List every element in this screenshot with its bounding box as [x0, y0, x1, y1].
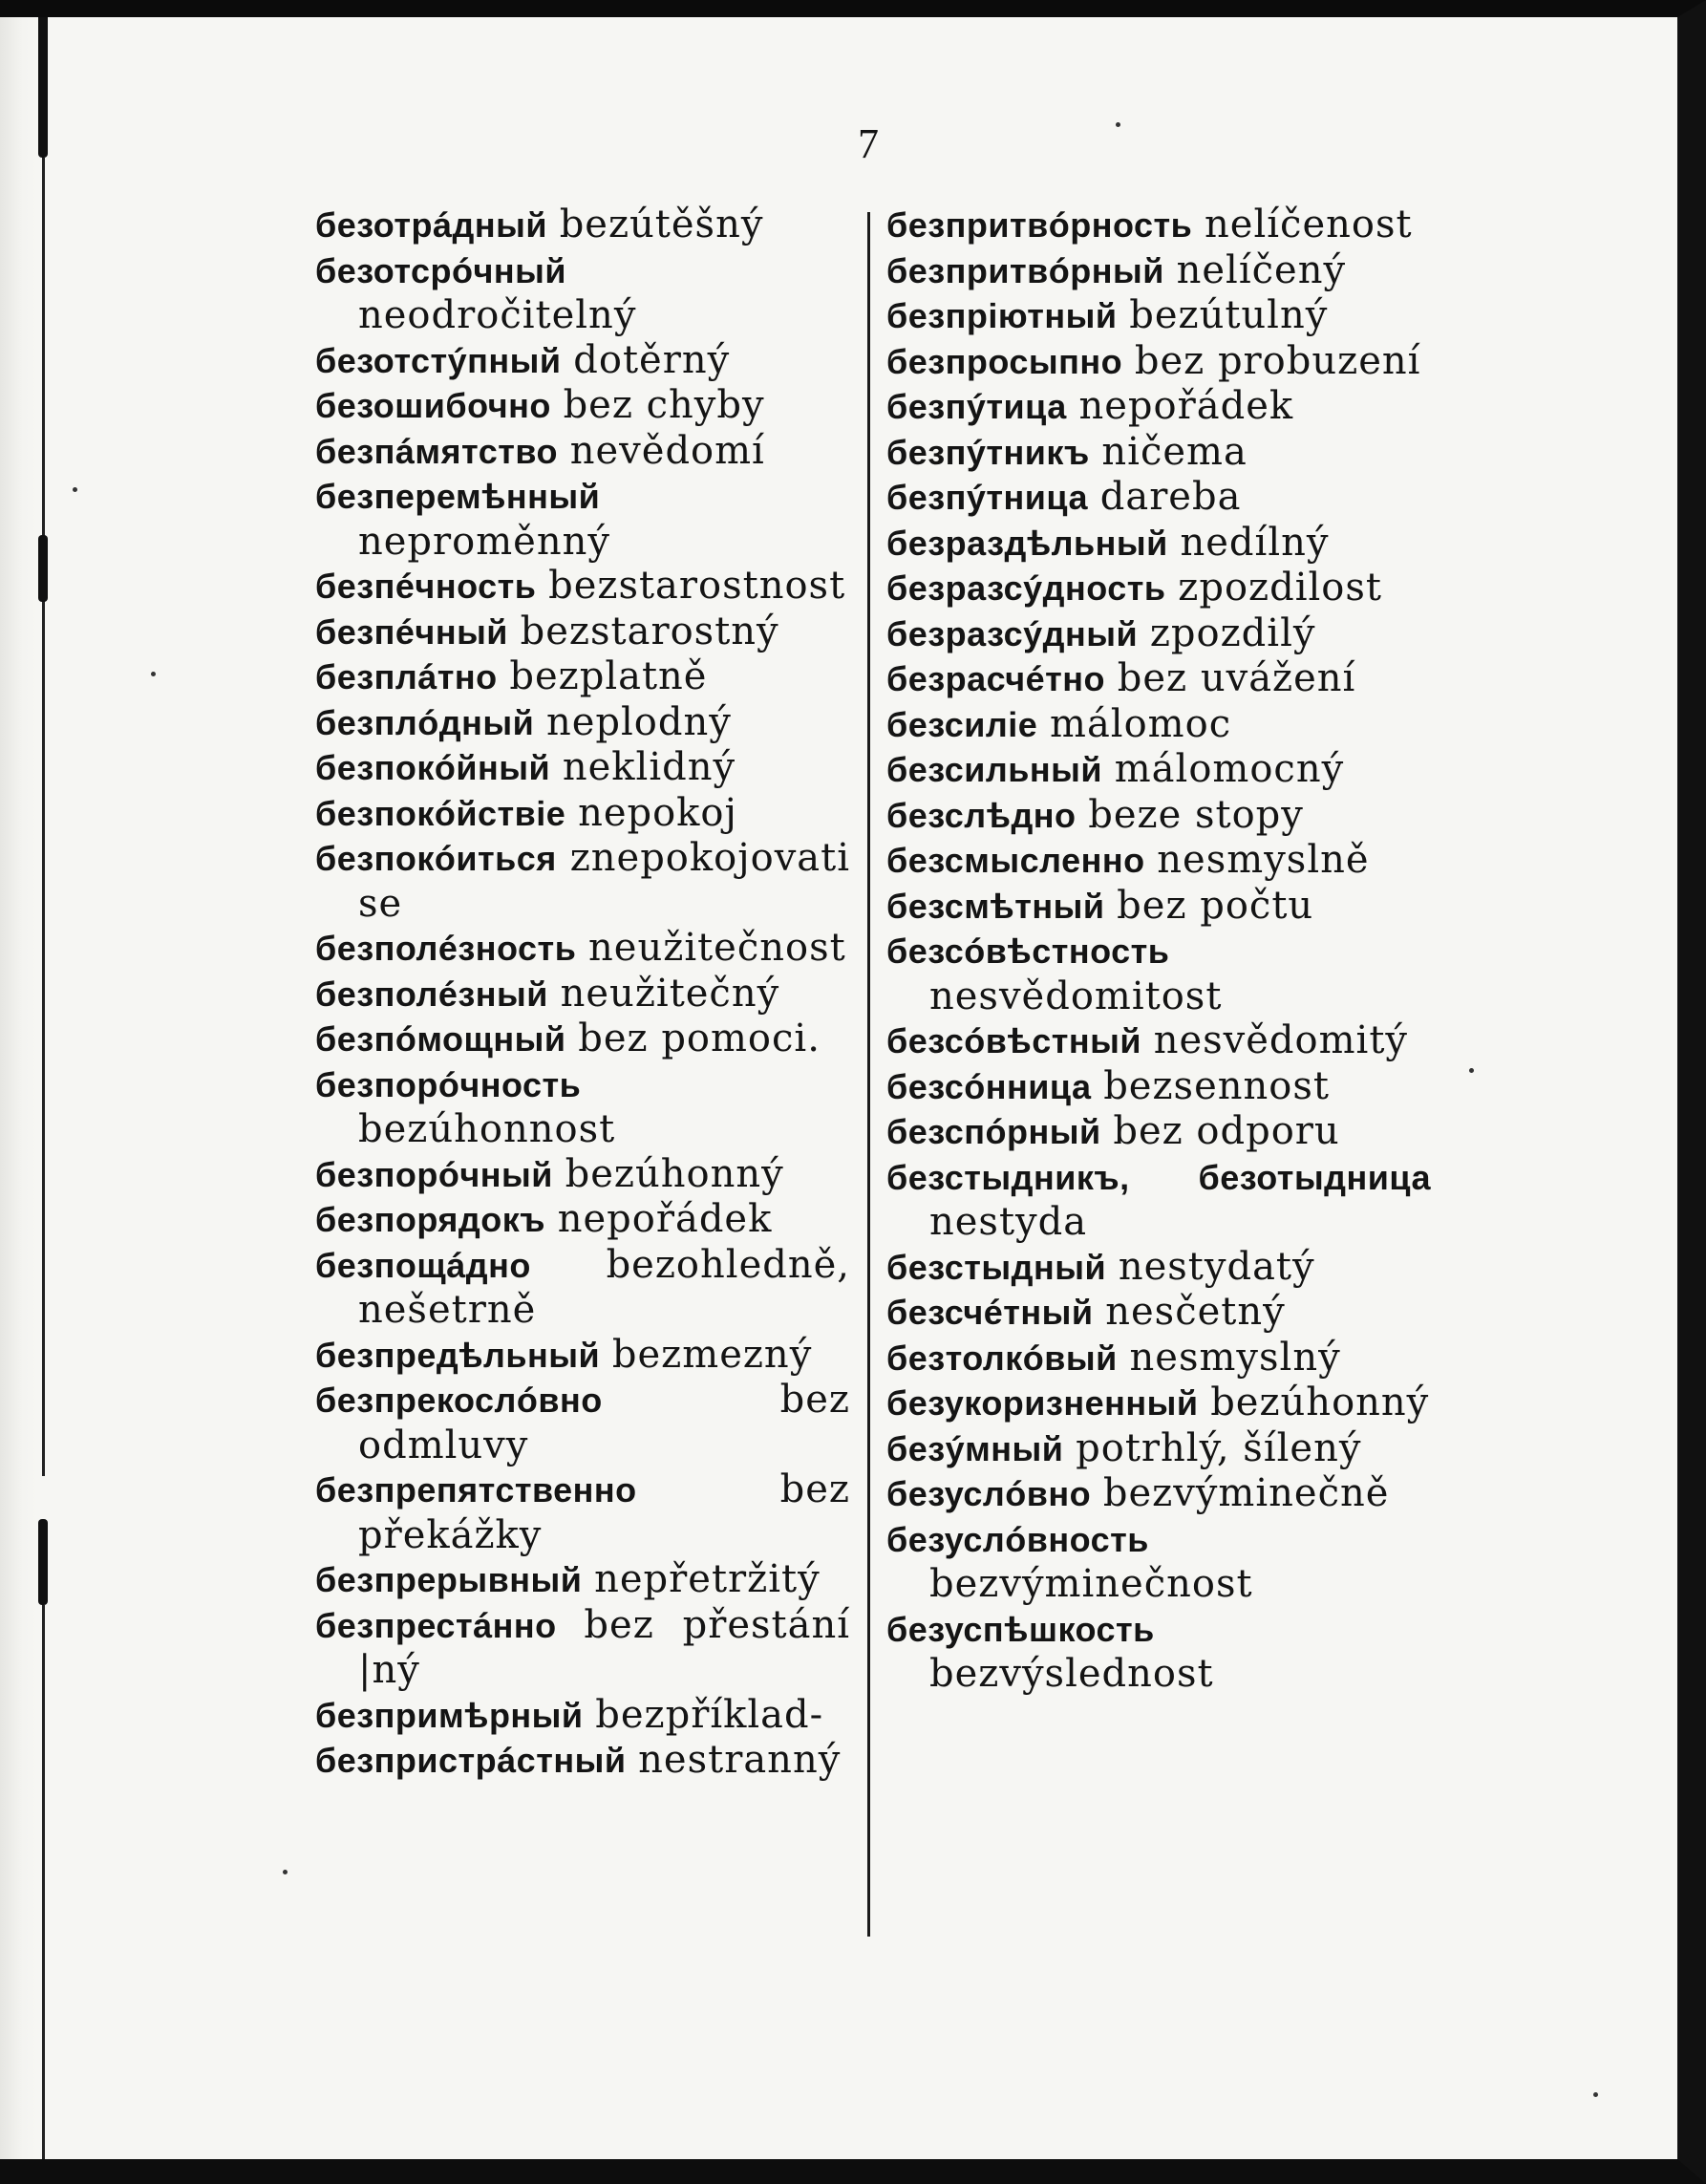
headword: безразсýдный: [886, 613, 1139, 653]
translation: málomocný: [1114, 747, 1345, 791]
dictionary-entry: [886, 1018, 1431, 1064]
headword: безпритвóрность: [886, 205, 1193, 245]
dictionary-entry: [315, 1378, 850, 1467]
headword: безотсрóчный: [315, 250, 567, 290]
translation: bezúhonnost: [358, 1107, 616, 1151]
dictionary-entry: [315, 203, 850, 248]
dictionary-entry: [315, 1693, 850, 1739]
headword: безперемѣнный: [315, 477, 601, 516]
translation: bezúhonný: [1210, 1381, 1430, 1424]
dictionary-entry: [886, 1381, 1431, 1426]
dictionary-entry: [315, 1152, 850, 1198]
translation: bez překážky: [358, 1467, 850, 1557]
dictionary-entry: [315, 1467, 850, 1557]
right-column: [886, 203, 1431, 1697]
headword: безпéчный: [315, 611, 508, 652]
translation: bez přestání |ný: [358, 1602, 850, 1692]
dictionary-entry: [315, 610, 850, 655]
translation: nepořádek: [1078, 384, 1294, 428]
translation: bezstarostnost: [548, 564, 846, 608]
translation: nestydatý: [1118, 1244, 1315, 1289]
dictionary-entry: [315, 1017, 850, 1062]
headword: безсóвѣстность: [886, 931, 1170, 971]
speck: [1469, 1068, 1474, 1073]
headword: безпріютный: [886, 296, 1118, 335]
headword: безпрепятственно: [315, 1470, 637, 1510]
translation: nesvědomitost: [929, 974, 1223, 1018]
dictionary-entry: [886, 248, 1431, 294]
headword: безошибочно: [315, 386, 551, 425]
headword: безпорóчность: [315, 1064, 582, 1104]
translation: bezvýminečně: [1102, 1471, 1390, 1515]
translation: bez odmluvy: [358, 1378, 850, 1467]
headword: безотстýпный: [315, 340, 562, 380]
headword: безстыдникъ, безотыдница: [886, 1157, 1431, 1197]
headword: безуспѣшкость: [886, 1609, 1155, 1649]
translation: zpozdilý: [1149, 610, 1316, 655]
headword: безплáтно: [315, 657, 498, 696]
translation: bezmezný: [611, 1332, 813, 1377]
headword: безпокóйствіе: [315, 793, 566, 833]
binding-line: [42, 158, 45, 1476]
dictionary-entry: [886, 884, 1431, 930]
translation: dotěrný: [573, 337, 731, 382]
headword: безпорядокъ: [315, 1200, 546, 1239]
headword: безпокóиться: [315, 839, 557, 878]
dictionary-entry: [315, 383, 850, 429]
translation: znepokojovati se: [358, 836, 850, 926]
dictionary-entry: [315, 791, 850, 837]
translation: bez chyby: [563, 383, 765, 427]
dictionary-entry: [886, 1290, 1431, 1336]
dictionary-entry: [886, 929, 1431, 1018]
dictionary-entry: [886, 793, 1431, 839]
translation: nestyda: [929, 1200, 1088, 1244]
dictionary-entry: [315, 338, 850, 384]
headword: безраздѣльный: [886, 523, 1168, 563]
translation: neklidný: [562, 745, 736, 789]
headword: безрасчéтно: [886, 659, 1106, 698]
dictionary-entry: [315, 700, 850, 746]
dictionary-entry: [886, 1155, 1431, 1245]
headword: безуслóвность: [886, 1519, 1149, 1559]
translation: nesmyslný: [1129, 1335, 1341, 1380]
dictionary-entry: [315, 1557, 850, 1603]
dictionary-entry: [315, 564, 850, 610]
headword: безпримѣрный: [315, 1695, 584, 1735]
dictionary-entry: [886, 1517, 1431, 1607]
headword: безпросыпно: [886, 341, 1123, 381]
dictionary-entry: [315, 654, 850, 700]
headword: безсмысленно: [886, 841, 1145, 880]
headword: безпéчность: [315, 567, 537, 606]
translation: bez uvážení: [1117, 656, 1356, 700]
left-column: [315, 203, 850, 1784]
dictionary-entry: [886, 1245, 1431, 1291]
dictionary-entry: [886, 1426, 1431, 1472]
translation: bezvýminečnost: [929, 1562, 1253, 1606]
dictionary-entry: [315, 836, 850, 926]
dictionary-entry: [886, 611, 1431, 657]
headword: безпýтникъ: [886, 432, 1090, 472]
translation: beze stopy: [1088, 792, 1304, 837]
translation: nesvědomitý: [1153, 1018, 1408, 1062]
translation: neužitečnost: [588, 926, 846, 970]
dictionary-entry: [886, 1336, 1431, 1381]
dictionary-entry: [886, 293, 1431, 339]
dictionary-entry: [886, 1109, 1431, 1155]
headword: безсóнница: [886, 1066, 1092, 1106]
translation: bezstarostný: [520, 609, 779, 653]
translation: potrhlý, šílený: [1076, 1425, 1362, 1470]
headword: безотрáдный: [315, 205, 547, 245]
dictionary-entry: [315, 1603, 850, 1693]
dictionary-entry: [886, 339, 1431, 385]
dictionary-entry: [315, 1243, 850, 1333]
translation: bezvýslednost: [929, 1652, 1214, 1696]
translation: bezútěšný: [559, 203, 764, 246]
translation: nepořádek: [557, 1197, 773, 1241]
column-divider: [867, 212, 870, 1937]
headword: безпрестáнно: [315, 1605, 557, 1645]
headword: безпýтница: [886, 478, 1089, 517]
translation: bez pomoci.: [578, 1017, 821, 1060]
headword: безпáмятство: [315, 431, 559, 471]
dictionary-entry: [315, 1333, 850, 1379]
headword: безсмѣтный: [886, 886, 1105, 926]
headword: безпрекослóвно: [315, 1381, 603, 1420]
speck: [151, 672, 156, 676]
headword: безспóрный: [886, 1112, 1101, 1151]
translation: dareba: [1099, 475, 1242, 519]
translation: ničema: [1101, 429, 1248, 474]
dictionary-entry: [886, 203, 1431, 248]
dictionary-entry: [886, 1607, 1431, 1697]
speck: [1593, 2092, 1598, 2097]
translation: nepokoj: [578, 790, 737, 835]
translation: nesčetný: [1105, 1290, 1286, 1334]
dictionary-entry: [886, 656, 1431, 702]
headword: безслѣдно: [886, 795, 1077, 835]
scan-left-edge: [0, 0, 38, 2184]
dictionary-entry: [315, 248, 850, 338]
binding-line-bottom: [42, 1605, 45, 2184]
headword: безсчéтный: [886, 1293, 1094, 1332]
dictionary-entry: [315, 1062, 850, 1152]
translation: nedílný: [1180, 520, 1330, 565]
headword: безпощáдно: [315, 1245, 531, 1285]
dictionary-entry: [315, 1197, 850, 1243]
dictionary-entry: [886, 430, 1431, 476]
translation: nevědomí: [569, 428, 765, 473]
headword: безплóдный: [315, 702, 535, 742]
headword: безполéзность: [315, 929, 577, 968]
dictionary-entry: [315, 429, 850, 475]
headword: безпýтица: [886, 387, 1067, 426]
translation: zpozdilost: [1178, 566, 1382, 610]
headword: безстыдный: [886, 1247, 1107, 1287]
binding-mark-lower: [38, 1519, 48, 1605]
translation: nestranný: [638, 1738, 842, 1782]
headword: безýмный: [886, 1428, 1064, 1468]
translation: neužitečný: [560, 971, 780, 1016]
dictionary-entry: [886, 1471, 1431, 1517]
binding-mark-middle: [38, 535, 48, 602]
speck: [73, 487, 77, 492]
dictionary-entry: [886, 838, 1431, 884]
headword: безтолкóвый: [886, 1338, 1118, 1378]
dictionary-entry: [315, 474, 850, 564]
headword: безсильный: [886, 750, 1103, 789]
translation: bezsennost: [1103, 1063, 1330, 1108]
headword: безпристрáстный: [315, 1741, 627, 1780]
dictionary-entry: [886, 1064, 1431, 1110]
dictionary-entry: [886, 566, 1431, 611]
headword: безпокóйный: [315, 748, 551, 787]
speck: [1116, 122, 1120, 127]
headword: безсилie: [886, 704, 1038, 744]
translation: bezplatně: [509, 654, 708, 698]
headword: безпритвóрный: [886, 250, 1164, 290]
page-number: 7: [858, 120, 879, 167]
translation: bezútulný: [1129, 293, 1329, 337]
translation: bezúhonný: [565, 1151, 784, 1196]
dictionary-entry: [886, 702, 1431, 748]
speck: [283, 1870, 288, 1874]
headword: безуслóвно: [886, 1474, 1092, 1513]
dictionary-entry: [886, 521, 1431, 567]
headword: безразсýдность: [886, 568, 1166, 608]
headword: безпóмощный: [315, 1019, 566, 1059]
dictionary-entry: [886, 747, 1431, 793]
translation: bez odporu: [1113, 1109, 1340, 1153]
translation: nesmyslně: [1157, 838, 1370, 882]
headword: безполéзный: [315, 974, 548, 1014]
dictionary-entry: [886, 475, 1431, 521]
translation: bez počtu: [1117, 883, 1314, 928]
translation: bez probuzení: [1134, 338, 1421, 383]
translation: nepřetržitý: [594, 1557, 821, 1601]
dictionary-entry: [315, 1738, 850, 1784]
dictionary-entry: [315, 745, 850, 791]
binding-mark-top: [38, 0, 48, 158]
translation: málomoc: [1050, 701, 1232, 746]
headword: безпрерывный: [315, 1560, 583, 1599]
headword: безукоризненный: [886, 1383, 1199, 1423]
translation: neplodný: [545, 699, 732, 744]
translation: neproměnný: [358, 519, 610, 564]
dictionary-entry: [315, 972, 850, 1017]
headword: безпорóчный: [315, 1154, 553, 1194]
dictionary-entry: [886, 384, 1431, 430]
translation: nelíčenost: [1205, 203, 1413, 246]
headword: безпредѣльный: [315, 1335, 601, 1375]
translation: neodročitelný: [358, 293, 637, 337]
translation: bezohledně, nešetrně: [358, 1242, 850, 1332]
dictionary-entry: [315, 926, 850, 972]
translation: nelíčený: [1176, 247, 1347, 292]
headword: безсóвѣстный: [886, 1021, 1141, 1060]
translation: bezpříklad-: [595, 1692, 824, 1737]
